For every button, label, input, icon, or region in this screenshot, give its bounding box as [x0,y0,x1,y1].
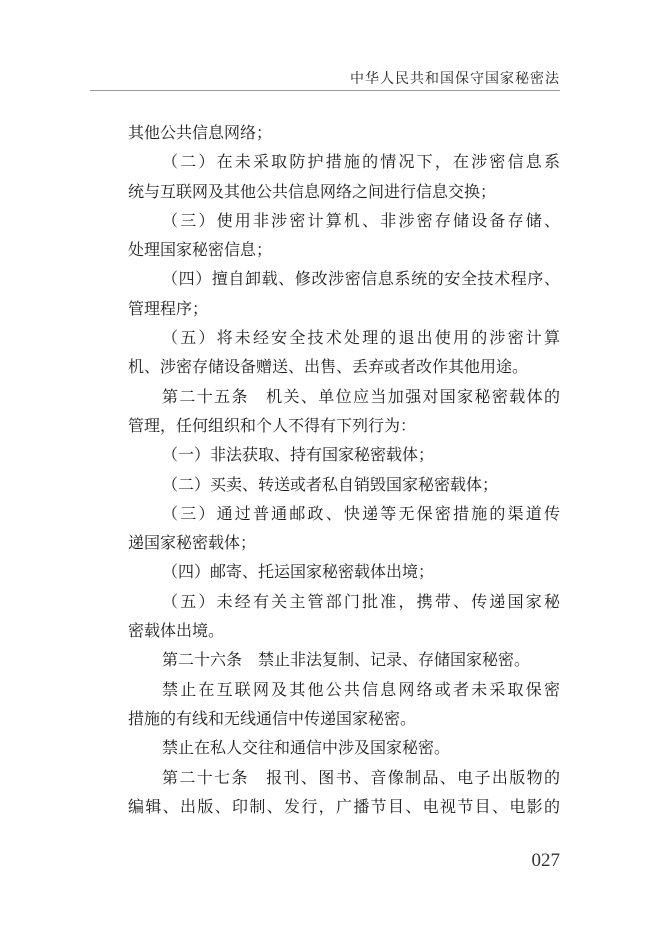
body-text [128,118,560,821]
text-line: 第二十六条 禁止非法复制、记录、存储国家秘密。 [162,650,531,670]
text-line: （三）通过普通邮政、快递等无保密措施的渠道传 [162,503,560,523]
text-line: （四）擅自卸载、修改涉密信息系统的安全技术程序、 [162,269,560,289]
text-line: （二）买卖、转送或者私自销毁国家秘密载体； [162,474,499,494]
text-line: 管理程序； [128,298,209,318]
text-line: 措施的有线和无线通信中传递国家秘密。 [128,708,417,728]
text-line: 第二十五条 机关、单位应当加强对国家秘密载体的 [162,386,560,406]
text-line: （五）未经有关主管部门批准，携带、传递国家秘 [162,591,560,611]
text-line: 机、涉密存储设备赠送、出售、丢弃或者改作其他用途。 [128,357,529,377]
text-line: （三）使用非涉密计算机、非涉密存储设备存储、 [162,210,560,230]
text-line: 递国家秘密载体； [128,533,257,553]
text-line: 禁止在私人交往和通信中涉及国家秘密。 [162,738,451,758]
text-line: （五）将未经安全技术处理的退出使用的涉密计算 [162,328,560,348]
text-line: 禁止在互联网及其他公共信息网络或者未采取保密 [162,679,560,699]
text-line: 第二十七条 报刊、图书、音像制品、电子出版物的 [162,767,560,787]
text-line: 处理国家秘密信息； [128,240,273,260]
text-line: 统与互联网及其他公共信息网络之间进行信息交换； [128,181,497,201]
text-line: 密载体出境。 [128,621,225,641]
text-line: （一）非法获取、持有国家秘密载体； [162,445,435,465]
text-line: 管理，任何组织和个人不得有下列行为： [128,415,417,435]
text-line: （二）在未采取防护措施的情况下，在涉密信息系 [162,152,560,172]
running-header [90,62,560,91]
text-line: 编辑、出版、印制、发行，广播节目、电视节目、电影的 [128,796,560,816]
text-line: （四）邮寄、托运国家秘密载体出境； [162,562,435,582]
header-title: 中华人民共和国保守国家秘密法 [350,71,560,87]
page-number: 027 [531,850,560,871]
text-line: 其他公共信息网络； [128,123,273,142]
